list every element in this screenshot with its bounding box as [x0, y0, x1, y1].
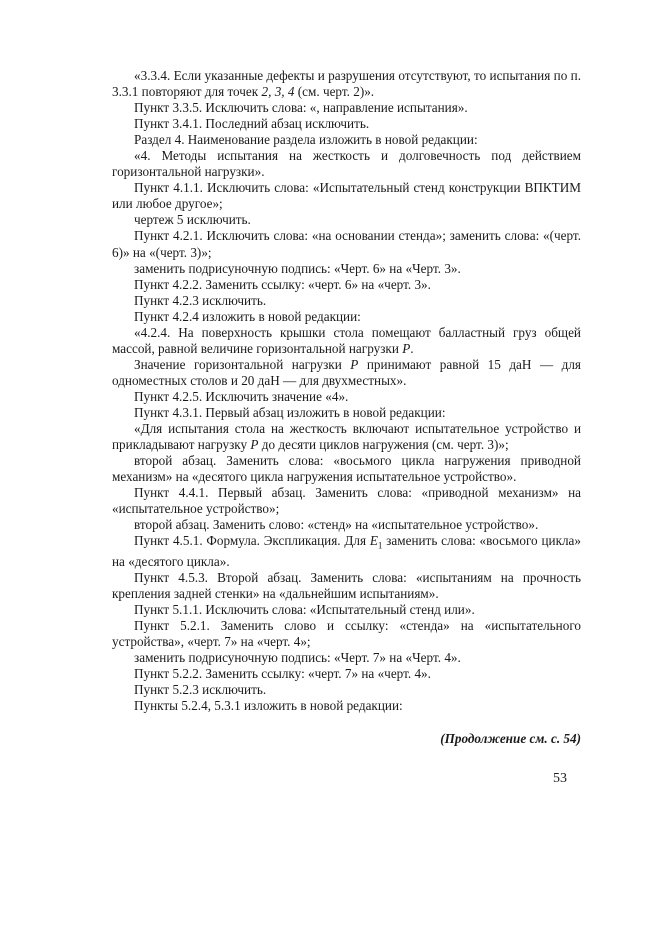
paragraph: [112, 100, 581, 116]
page-number: 53: [553, 771, 567, 786]
paragraph: [112, 180, 581, 212]
paragraph-text: Пункт 5.2.2. Заменить ссылку: «черт. 7» на «черт. 4».: [134, 666, 431, 682]
italic-symbol: P: [350, 356, 359, 372]
paragraph-text: Пункты 5.2.4, 5.3.1 изложить в новой редакции:: [134, 698, 403, 714]
paragraph: [112, 602, 581, 618]
paragraph-text: Раздел 4. Наименование раздела изложить в новой редакции:: [134, 132, 478, 148]
paragraph: [112, 485, 581, 517]
paragraph: [112, 421, 581, 453]
paragraph: [112, 261, 581, 277]
paragraph: [112, 698, 581, 714]
paragraph-text: Пункт 4.4.1. Первый абзац. Заменить слова: «приводной механизм» на «испытательное устройство»;: [112, 485, 581, 517]
paragraph-text: Пункт 4.2.5. Исключить значение «4».: [134, 388, 349, 404]
paragraph-text: принимают равной 15 даН — для одноместных столов и 20 даН — для двухместных».: [112, 356, 581, 388]
paragraph-text: Пункт 5.2.1. Заменить слово и ссылку: «стенда» на «испытательного устройства», «черт. 7» на «черт. 4»;: [112, 618, 581, 650]
paragraph: [112, 666, 581, 682]
paragraph-text: «3.3.4. Если указанные дефекты и разрушения отсутствуют, то испытания по п. 3.3.1 повторяют для точек: [112, 68, 581, 100]
paragraph-text: Пункт 4.3.1. Первый абзац изложить в новой редакции:: [134, 404, 446, 420]
paragraph-text: «4. Методы испытания на жесткость и долговечность под действием горизонтальной нагрузки».: [112, 148, 581, 180]
paragraph-text: Пункт 4.5.3. Второй абзац. Заменить слова: «испытаниям на прочность крепления задней стенки» на «дальнейшим испытаниям».: [112, 570, 581, 602]
paragraph-text: заменить подрисуночную подпись: «Черт. 6» на «Черт. 3».: [134, 260, 461, 276]
italic-symbol: P: [402, 340, 411, 356]
paragraph: [112, 517, 581, 533]
paragraph: [112, 650, 581, 666]
paragraph-text: Пункт 5.1.1. Исключить слова: «Испытательный стенд или».: [134, 602, 475, 618]
paragraph-text: Пункт 4.2.1. Исключить слова: «на основании стенда»; заменить слова: «(черт. 6)» на «(черт. 3)»;: [112, 228, 581, 260]
paragraph: [112, 116, 581, 132]
italic-symbol: P: [250, 437, 259, 453]
paragraph-text: второй абзац. Заменить слова: «восьмого цикла нагружения приводной механизм» на «десятого цикла нагружения испытательное устройство».: [112, 453, 581, 485]
paragraph: [112, 405, 581, 421]
paragraph: [112, 293, 581, 309]
paragraph: [112, 277, 581, 293]
paragraph: [112, 228, 581, 260]
paragraph-text: до десяти циклов нагружения (см. черт. 3)»;: [258, 437, 509, 453]
paragraph-text: Пункт 4.2.4 изложить в новой редакции:: [134, 308, 361, 324]
paragraph: [112, 533, 581, 570]
paragraph-text: Пункт 4.5.1. Формула. Экспликация. Для: [134, 533, 370, 549]
body-text: [112, 68, 581, 715]
paragraph: [112, 618, 581, 650]
paragraph-text: второй абзац. Заменить слово: «стенд» на «испытательное устройство».: [134, 517, 539, 533]
paragraph-text: «Для испытания стола на жесткость включают испытательное устройство и прикладывают нагрузку: [112, 421, 581, 453]
paragraph-text: Пункт 4.2.3 исключить.: [134, 292, 267, 308]
paragraph-text: (см. черт. 2)».: [294, 84, 375, 100]
continuation-note: (Продолжение см. с. 54): [440, 731, 581, 746]
paragraph-text: чертеж 5 исключить.: [134, 212, 251, 228]
paragraph-text: Пункт 4.2.2. Заменить ссылку: «черт. 6» на «черт. 3».: [134, 276, 431, 292]
paragraph: [112, 682, 581, 698]
paragraph-text: .: [410, 340, 414, 356]
paragraph-text: «4.2.4. На поверхность крышки стола помещают балластный груз общей массой, равной величине горизонтальной нагрузки: [112, 324, 581, 356]
paragraph-text: Значение горизонтальной нагрузки: [134, 356, 351, 372]
paragraph-text: заменить слова: «восьмого цикла» на «десятого цикла».: [112, 533, 581, 570]
paragraph-text: Пункт 3.4.1. Последний абзац исключить.: [134, 116, 370, 132]
paragraph: [112, 148, 581, 180]
italic-symbol: 2, 3, 4: [261, 84, 295, 100]
paragraph: [112, 453, 581, 485]
paragraph-text: заменить подрисуночную подпись: «Черт. 7» на «Черт. 4».: [134, 650, 461, 666]
paragraph: [112, 570, 581, 602]
paragraph: [112, 357, 581, 389]
paragraph: [112, 212, 581, 228]
paragraph: [112, 132, 581, 148]
paragraph-text: Пункт 3.3.5. Исключить слова: «, направление испытания».: [134, 100, 468, 116]
paragraph: [112, 309, 581, 325]
paragraph: [112, 325, 581, 357]
paragraph-text: Пункт 5.2.3 исключить.: [134, 682, 267, 698]
paragraph: [112, 68, 581, 100]
subscript: 1: [377, 541, 383, 551]
italic-symbol: E: [369, 533, 378, 549]
paragraph: [112, 389, 581, 405]
paragraph-text: Пункт 4.1.1. Исключить слова: «Испытательный стенд конструкции ВПКТИМ или любое другое»;: [112, 180, 581, 212]
